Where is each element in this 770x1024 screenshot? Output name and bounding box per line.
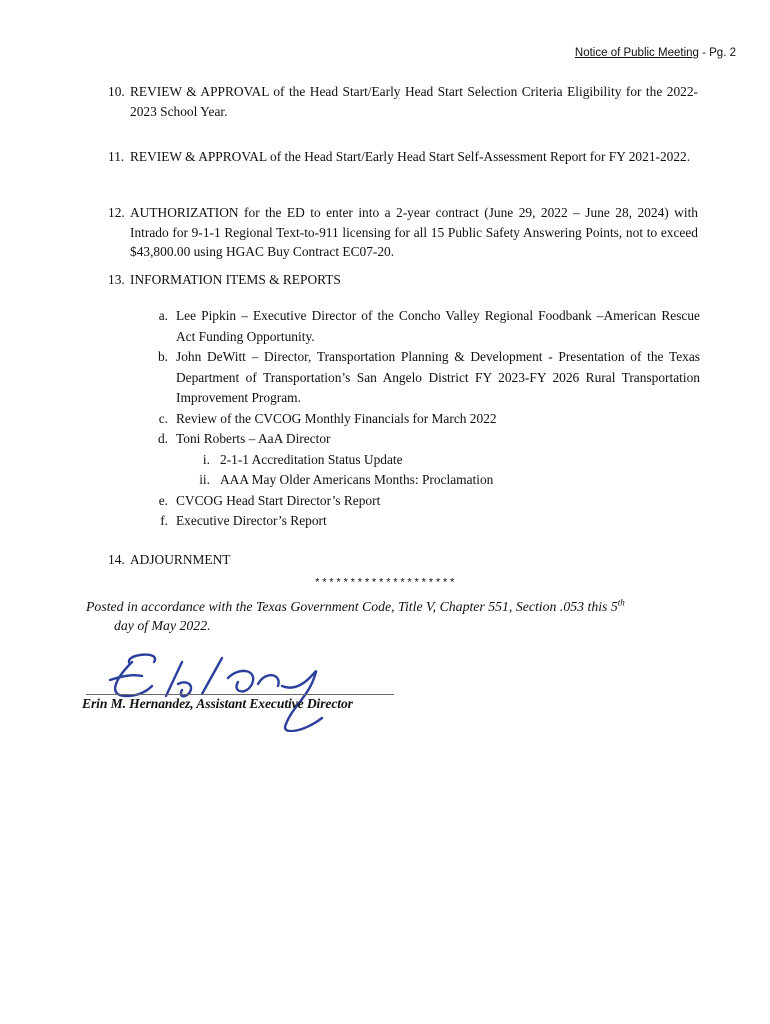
roman-numeral: ii.: [199, 472, 210, 487]
subitem-f: [152, 511, 700, 532]
signature-strokes: [110, 655, 322, 732]
subitem-letter: e.: [158, 493, 168, 508]
subitem-letter: d.: [157, 431, 168, 446]
signature-line: [86, 694, 394, 695]
header-page-number: - Pg. 2: [698, 47, 736, 59]
item-number: 13.: [108, 272, 125, 287]
subitem-a: [152, 306, 700, 347]
subitem-text: Review of the CVCOG Monthly Financials for March 2022: [176, 411, 497, 426]
roman-numeral: i.: [202, 452, 210, 467]
subitem-c: [152, 409, 700, 430]
subitem-text: Executive Director’s Report: [176, 513, 327, 528]
roman-text: AAA May Older Americans Months: Proclamation: [220, 472, 494, 487]
subitem-e: [152, 491, 700, 512]
subitem-d-i: [180, 450, 580, 470]
separator: ********************: [313, 578, 457, 590]
header-title: Notice of Public Meeting: [574, 47, 699, 59]
posting-line-1: Posted in accordance with the Texas Government Code, Title V, Chapter 551, Section .053 this 5: [86, 599, 618, 614]
subitem-text: Lee Pipkin – Executive Director of the Concho Valley Regional Foodbank –American Rescue Act Funding Opportunity.: [176, 308, 700, 344]
item-number: 14.: [108, 552, 125, 567]
page-header: [575, 47, 736, 59]
agenda-item-11: [108, 147, 698, 167]
roman-text: 2-1-1 Accreditation Status Update: [220, 452, 403, 467]
item-text: REVIEW & APPROVAL of the Head Start/Early Head Start Self-Assessment Report for FY 2021-2022.: [130, 149, 691, 164]
item-text: ADJOURNMENT: [130, 552, 231, 567]
agenda-item-13: [108, 270, 698, 290]
item-number: 12.: [108, 205, 125, 220]
posting-superscript: th: [617, 597, 625, 608]
agenda-item-12: [108, 203, 698, 262]
item-text: INFORMATION ITEMS & REPORTS: [130, 272, 341, 287]
item-text: AUTHORIZATION for the ED to enter into a 2-year contract (June 29, 2022 – June 28, 2024) with Intrado for 9-1-1 Regional Text-to-911 licensing for all 15 Public Safety Answering Points, not to exceed $43,800.00 using HGAC Buy Contract EC07-20.: [130, 205, 698, 259]
item-text: REVIEW & APPROVAL of the Head Start/Early Head Start Selection Criteria Eligibility for the 2022-2023 School Year.: [130, 84, 698, 119]
subitem-letter: f.: [160, 513, 168, 528]
subitem-d: [152, 429, 700, 450]
item-number: 11.: [108, 149, 125, 164]
subitem-text: John DeWitt – Director, Transportation Planning & Development - Presentation of the Texas Department of Transportation’s San Angelo District FY 2023-FY 2026 Rural Transportation Improvement Program.: [176, 349, 700, 405]
handwritten-signature: [82, 644, 412, 732]
signer-name: Erin M. Hernandez, Assistant Executive Director: [82, 696, 353, 711]
posting-line-2: day of May 2022.: [114, 618, 211, 633]
subitem-b: [152, 347, 700, 409]
agenda-item-14: [108, 550, 698, 570]
subitem-d-ii: [180, 470, 580, 490]
subitem-letter: b.: [157, 349, 168, 364]
item-number: 10.: [108, 84, 125, 99]
subitem-text: CVCOG Head Start Director’s Report: [176, 493, 381, 508]
posting-notice: [86, 597, 706, 635]
subitem-text: Toni Roberts – AaA Director: [176, 431, 331, 446]
subitem-letter: c.: [158, 411, 168, 426]
subitem-letter: a.: [158, 308, 168, 323]
agenda-item-10: [108, 82, 698, 121]
